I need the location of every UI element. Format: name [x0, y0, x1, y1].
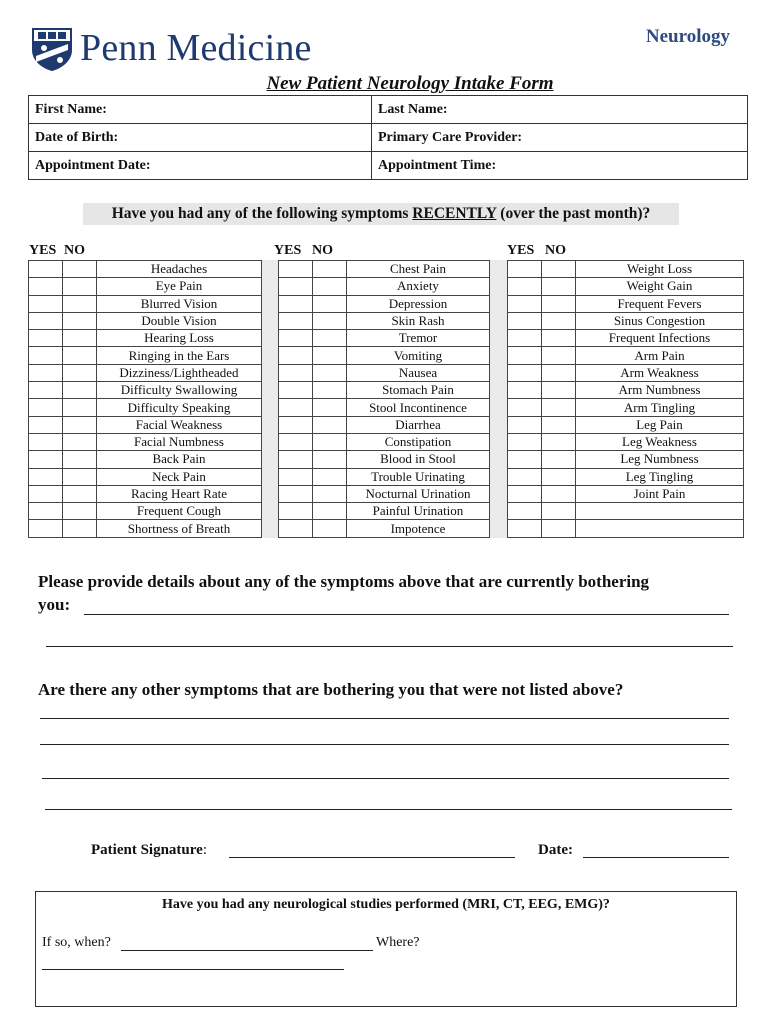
symptom-yes-checkbox[interactable] — [508, 468, 542, 485]
symptom-row — [29, 399, 262, 416]
symptom-row — [279, 295, 490, 312]
penn-medicine-logo — [30, 26, 330, 72]
symptom-label: Leg Pain — [576, 416, 744, 433]
yes-header-1: YES — [29, 243, 57, 258]
symptom-yes-checkbox[interactable] — [29, 399, 63, 416]
symptom-label — [576, 503, 744, 520]
symptom-yes-checkbox[interactable] — [508, 295, 542, 312]
symptom-yes-checkbox[interactable] — [29, 347, 63, 364]
symptom-label: Weight Loss — [576, 261, 744, 278]
symptom-label: Racing Heart Rate — [97, 485, 262, 502]
symptom-label: Impotence — [347, 520, 490, 537]
symptom-no-checkbox[interactable] — [63, 485, 97, 502]
symptom-row — [508, 485, 744, 502]
last-name-field[interactable]: Last Name: — [372, 96, 748, 124]
symptom-label: Back Pain — [97, 451, 262, 468]
symptom-label: Vomiting — [347, 347, 490, 364]
symptom-grid-3 — [507, 260, 744, 538]
symptom-no-checkbox[interactable] — [63, 503, 97, 520]
symptom-label: Nausea — [347, 364, 490, 381]
symptom-yes-checkbox[interactable] — [508, 433, 542, 450]
other-answer-line[interactable] — [40, 718, 729, 719]
symptom-no-checkbox[interactable] — [542, 295, 576, 312]
studies-question: Have you had any neurological studies performed (MRI, CT, EEG, EMG)? — [162, 897, 610, 912]
symptom-no-checkbox[interactable] — [63, 433, 97, 450]
symptom-row — [29, 451, 262, 468]
symptom-label: Difficulty Speaking — [97, 399, 262, 416]
symptom-no-checkbox[interactable] — [63, 382, 97, 399]
symptom-no-checkbox[interactable] — [313, 295, 347, 312]
symptom-row — [279, 503, 490, 520]
symptom-row — [508, 295, 744, 312]
appointment-date-field[interactable]: Appointment Date: — [29, 152, 372, 180]
symptom-yes-checkbox[interactable] — [29, 451, 63, 468]
symptom-label: Blurred Vision — [97, 295, 262, 312]
symptom-yes-checkbox[interactable] — [508, 416, 542, 433]
yes-header-3: YES — [507, 243, 535, 258]
symptom-no-checkbox[interactable] — [63, 347, 97, 364]
symptom-no-checkbox[interactable] — [63, 451, 97, 468]
symptom-row — [29, 468, 262, 485]
symptom-no-checkbox[interactable] — [313, 520, 347, 537]
symptom-yes-checkbox[interactable] — [508, 485, 542, 502]
symptom-label: Leg Weakness — [576, 433, 744, 450]
details-question: Please provide details about any of the symptoms above that are currently bothering — [38, 572, 650, 591]
question-text-end: (over the past month)? — [496, 205, 651, 222]
symptom-row — [279, 312, 490, 329]
symptom-row — [279, 485, 490, 502]
symptom-label: Chest Pain — [347, 261, 490, 278]
symptom-no-checkbox[interactable] — [63, 399, 97, 416]
symptom-yes-checkbox[interactable] — [29, 433, 63, 450]
column-separator — [490, 260, 507, 538]
symptom-yes-checkbox[interactable] — [279, 433, 313, 450]
symptom-label: Arm Weakness — [576, 364, 744, 381]
symptom-no-checkbox[interactable] — [542, 278, 576, 295]
symptom-no-checkbox[interactable] — [542, 503, 576, 520]
form-title: New Patient Neurology Intake Form — [266, 73, 554, 94]
symptom-yes-checkbox[interactable] — [279, 520, 313, 537]
symptom-row — [508, 278, 744, 295]
symptom-yes-checkbox[interactable] — [508, 261, 542, 278]
symptom-yes-checkbox[interactable] — [508, 364, 542, 381]
symptom-yes-checkbox[interactable] — [279, 278, 313, 295]
date-label: Date: — [538, 842, 573, 858]
symptom-label: Hearing Loss — [97, 330, 262, 347]
symptom-row — [279, 347, 490, 364]
signature-line[interactable] — [229, 857, 515, 858]
symptom-label: Facial Weakness — [97, 416, 262, 433]
symptom-yes-checkbox[interactable] — [29, 416, 63, 433]
symptom-label: Frequent Cough — [97, 503, 262, 520]
symptom-no-checkbox[interactable] — [63, 330, 97, 347]
symptom-yes-checkbox[interactable] — [29, 312, 63, 329]
symptom-yes-checkbox[interactable] — [508, 520, 542, 537]
brand-name: Penn Medicine — [80, 27, 312, 69]
symptom-label: Stool Incontinence — [347, 399, 490, 416]
department-label: Neurology — [645, 26, 730, 47]
symptom-label: Arm Pain — [576, 347, 744, 364]
symptom-yes-checkbox[interactable] — [279, 382, 313, 399]
symptom-row — [29, 295, 262, 312]
symptom-no-checkbox[interactable] — [63, 295, 97, 312]
symptom-yes-checkbox[interactable] — [279, 312, 313, 329]
symptom-row — [29, 520, 262, 537]
symptom-row — [279, 261, 490, 278]
symptom-yes-checkbox[interactable] — [29, 330, 63, 347]
symptom-yes-checkbox[interactable] — [279, 347, 313, 364]
question-emphasis: RECENTLY — [412, 205, 497, 222]
symptom-yes-checkbox[interactable] — [279, 364, 313, 381]
symptom-no-checkbox[interactable] — [542, 312, 576, 329]
symptom-row — [508, 451, 744, 468]
studies-when-line[interactable] — [121, 950, 373, 951]
symptom-no-checkbox[interactable] — [542, 364, 576, 381]
symptom-row — [508, 364, 744, 381]
symptom-no-checkbox[interactable] — [313, 433, 347, 450]
symptom-label: Anxiety — [347, 278, 490, 295]
symptom-no-checkbox[interactable] — [313, 312, 347, 329]
symptom-row — [279, 278, 490, 295]
details-answer-line[interactable] — [46, 646, 733, 647]
symptom-label: Leg Tingling — [576, 468, 744, 485]
symptom-no-checkbox[interactable] — [542, 451, 576, 468]
symptom-row — [29, 364, 262, 381]
symptom-no-checkbox[interactable] — [542, 382, 576, 399]
symptom-no-checkbox[interactable] — [313, 261, 347, 278]
studies-where-label: Where? — [376, 935, 420, 950]
symptom-label: Double Vision — [97, 312, 262, 329]
symptom-yes-checkbox[interactable] — [508, 503, 542, 520]
symptom-row — [508, 261, 744, 278]
symptom-label: Arm Tingling — [576, 399, 744, 416]
symptom-yes-checkbox[interactable] — [279, 468, 313, 485]
symptom-label: Arm Numbness — [576, 382, 744, 399]
symptom-label: Shortness of Breath — [97, 520, 262, 537]
symptom-label: Painful Urination — [347, 503, 490, 520]
symptom-row — [279, 468, 490, 485]
symptom-label: Nocturnal Urination — [347, 485, 490, 502]
symptom-no-checkbox[interactable] — [63, 416, 97, 433]
symptom-no-checkbox[interactable] — [313, 468, 347, 485]
dob-field[interactable]: Date of Birth: — [29, 124, 372, 152]
other-answer-line[interactable] — [40, 744, 729, 745]
symptom-row — [29, 382, 262, 399]
question-text-start: Have you had any of the following symptoms — [111, 205, 413, 222]
symptom-label: Skin Rash — [347, 312, 490, 329]
symptom-label — [576, 520, 744, 537]
symptom-label: Leg Numbness — [576, 451, 744, 468]
symptom-no-checkbox[interactable] — [63, 261, 97, 278]
symptom-no-checkbox[interactable] — [313, 485, 347, 502]
other-symptoms-question: Are there any other symptoms that are bothering you that were not listed above? — [38, 680, 624, 699]
symptom-yes-checkbox[interactable] — [508, 347, 542, 364]
symptom-label: Frequent Fevers — [576, 295, 744, 312]
symptom-row — [279, 433, 490, 450]
symptom-yes-checkbox[interactable] — [279, 485, 313, 502]
symptom-no-checkbox[interactable] — [313, 451, 347, 468]
symptom-no-checkbox[interactable] — [542, 261, 576, 278]
symptom-label: Frequent Infections — [576, 330, 744, 347]
symptom-no-checkbox[interactable] — [313, 503, 347, 520]
symptom-yes-checkbox[interactable] — [508, 399, 542, 416]
symptom-label: Trouble Urinating — [347, 468, 490, 485]
symptom-yes-checkbox[interactable] — [29, 382, 63, 399]
symptom-label: Joint Pain — [576, 485, 744, 502]
symptom-row — [29, 330, 262, 347]
appointment-time-field[interactable]: Appointment Time: — [372, 152, 748, 180]
symptom-label: Tremor — [347, 330, 490, 347]
symptom-no-checkbox[interactable] — [542, 330, 576, 347]
symptom-row — [29, 503, 262, 520]
first-name-field[interactable]: First Name: — [29, 96, 372, 124]
signature-label — [91, 842, 207, 859]
symptom-no-checkbox[interactable] — [313, 347, 347, 364]
symptom-row — [508, 468, 744, 485]
symptoms-question — [83, 203, 679, 225]
symptom-label: Sinus Congestion — [576, 312, 744, 329]
symptom-row — [279, 520, 490, 537]
symptom-label: Weight Gain — [576, 278, 744, 295]
other-answer-line[interactable] — [45, 809, 732, 810]
symptom-row — [508, 399, 744, 416]
studies-when-label: If so, when? — [42, 935, 111, 950]
symptom-no-checkbox[interactable] — [63, 468, 97, 485]
symptom-yes-checkbox[interactable] — [508, 312, 542, 329]
symptom-row — [29, 485, 262, 502]
symptom-yes-checkbox[interactable] — [29, 295, 63, 312]
studies-where-line[interactable] — [42, 969, 344, 970]
symptom-row — [508, 312, 744, 329]
no-header-3: NO — [545, 243, 566, 258]
symptom-grid-2 — [278, 260, 490, 538]
symptom-row — [279, 416, 490, 433]
symptom-row — [29, 347, 262, 364]
symptom-row — [29, 312, 262, 329]
symptom-row — [508, 416, 744, 433]
symptom-row — [508, 433, 744, 450]
symptom-label: Dizziness/Lightheaded — [97, 364, 262, 381]
symptom-label: Neck Pain — [97, 468, 262, 485]
symptom-no-checkbox[interactable] — [542, 485, 576, 502]
symptom-yes-checkbox[interactable] — [29, 468, 63, 485]
symptom-no-checkbox[interactable] — [313, 416, 347, 433]
symptom-label: Diarrhea — [347, 416, 490, 433]
symptom-no-checkbox[interactable] — [542, 399, 576, 416]
symptom-label: Depression — [347, 295, 490, 312]
symptom-row — [29, 261, 262, 278]
symptom-yes-checkbox[interactable] — [29, 364, 63, 381]
symptom-yes-checkbox[interactable] — [29, 485, 63, 502]
symptom-row — [508, 503, 744, 520]
symptom-row — [508, 347, 744, 364]
details-question-cont: you: — [38, 595, 71, 614]
studies-box — [35, 891, 737, 1007]
symptom-yes-checkbox[interactable] — [508, 382, 542, 399]
symptom-no-checkbox[interactable] — [63, 312, 97, 329]
symptom-row — [279, 364, 490, 381]
symptom-row — [508, 382, 744, 399]
symptom-yes-checkbox[interactable] — [29, 520, 63, 537]
symptom-yes-checkbox[interactable] — [29, 278, 63, 295]
signature-label-text: Patient Signature — [91, 842, 203, 858]
symptom-yes-checkbox[interactable] — [279, 451, 313, 468]
symptom-label: Stomach Pain — [347, 382, 490, 399]
symptom-label: Difficulty Swallowing — [97, 382, 262, 399]
symptom-row — [508, 520, 744, 537]
details-answer-line[interactable] — [84, 614, 729, 615]
symptom-label: Ringing in the Ears — [97, 347, 262, 364]
symptom-yes-checkbox[interactable] — [279, 295, 313, 312]
symptom-no-checkbox[interactable] — [313, 278, 347, 295]
symptom-yes-checkbox[interactable] — [279, 399, 313, 416]
date-line[interactable] — [583, 857, 729, 858]
symptom-yes-checkbox[interactable] — [508, 451, 542, 468]
symptom-row — [279, 451, 490, 468]
symptom-no-checkbox[interactable] — [313, 382, 347, 399]
patient-info-table — [28, 95, 748, 180]
symptom-no-checkbox[interactable] — [313, 330, 347, 347]
symptom-yes-checkbox[interactable] — [29, 503, 63, 520]
pcp-field[interactable]: Primary Care Provider: — [372, 124, 748, 152]
symptom-row — [279, 330, 490, 347]
symptom-yes-checkbox[interactable] — [508, 278, 542, 295]
symptom-label: Eye Pain — [97, 278, 262, 295]
symptom-no-checkbox[interactable] — [542, 468, 576, 485]
symptom-yes-checkbox[interactable] — [279, 416, 313, 433]
symptom-yes-checkbox[interactable] — [508, 330, 542, 347]
penn-shield-icon — [30, 26, 74, 72]
symptom-yes-checkbox[interactable] — [279, 330, 313, 347]
symptom-no-checkbox[interactable] — [63, 278, 97, 295]
symptom-yes-checkbox[interactable] — [279, 261, 313, 278]
yes-header-2: YES — [274, 243, 302, 258]
symptom-label: Headaches — [97, 261, 262, 278]
signature-colon: : — [202, 842, 207, 858]
symptom-label: Facial Numbness — [97, 433, 262, 450]
symptom-grid-1 — [28, 260, 262, 538]
symptom-row — [508, 330, 744, 347]
other-answer-line[interactable] — [42, 778, 729, 779]
symptom-row — [29, 433, 262, 450]
symptom-row — [279, 399, 490, 416]
no-header-2: NO — [312, 243, 333, 258]
symptom-no-checkbox[interactable] — [63, 364, 97, 381]
symptom-row — [279, 382, 490, 399]
symptom-yes-checkbox[interactable] — [279, 503, 313, 520]
symptom-row — [29, 416, 262, 433]
symptom-label: Constipation — [347, 433, 490, 450]
symptom-no-checkbox[interactable] — [63, 520, 97, 537]
symptom-no-checkbox[interactable] — [313, 364, 347, 381]
column-separator — [262, 260, 278, 538]
symptom-yes-checkbox[interactable] — [29, 261, 63, 278]
symptom-no-checkbox[interactable] — [313, 399, 347, 416]
symptom-no-checkbox[interactable] — [542, 433, 576, 450]
symptom-no-checkbox[interactable] — [542, 520, 576, 537]
symptom-no-checkbox[interactable] — [542, 416, 576, 433]
no-header-1: NO — [64, 243, 85, 258]
symptom-row — [29, 278, 262, 295]
symptom-label: Blood in Stool — [347, 451, 490, 468]
symptom-no-checkbox[interactable] — [542, 347, 576, 364]
